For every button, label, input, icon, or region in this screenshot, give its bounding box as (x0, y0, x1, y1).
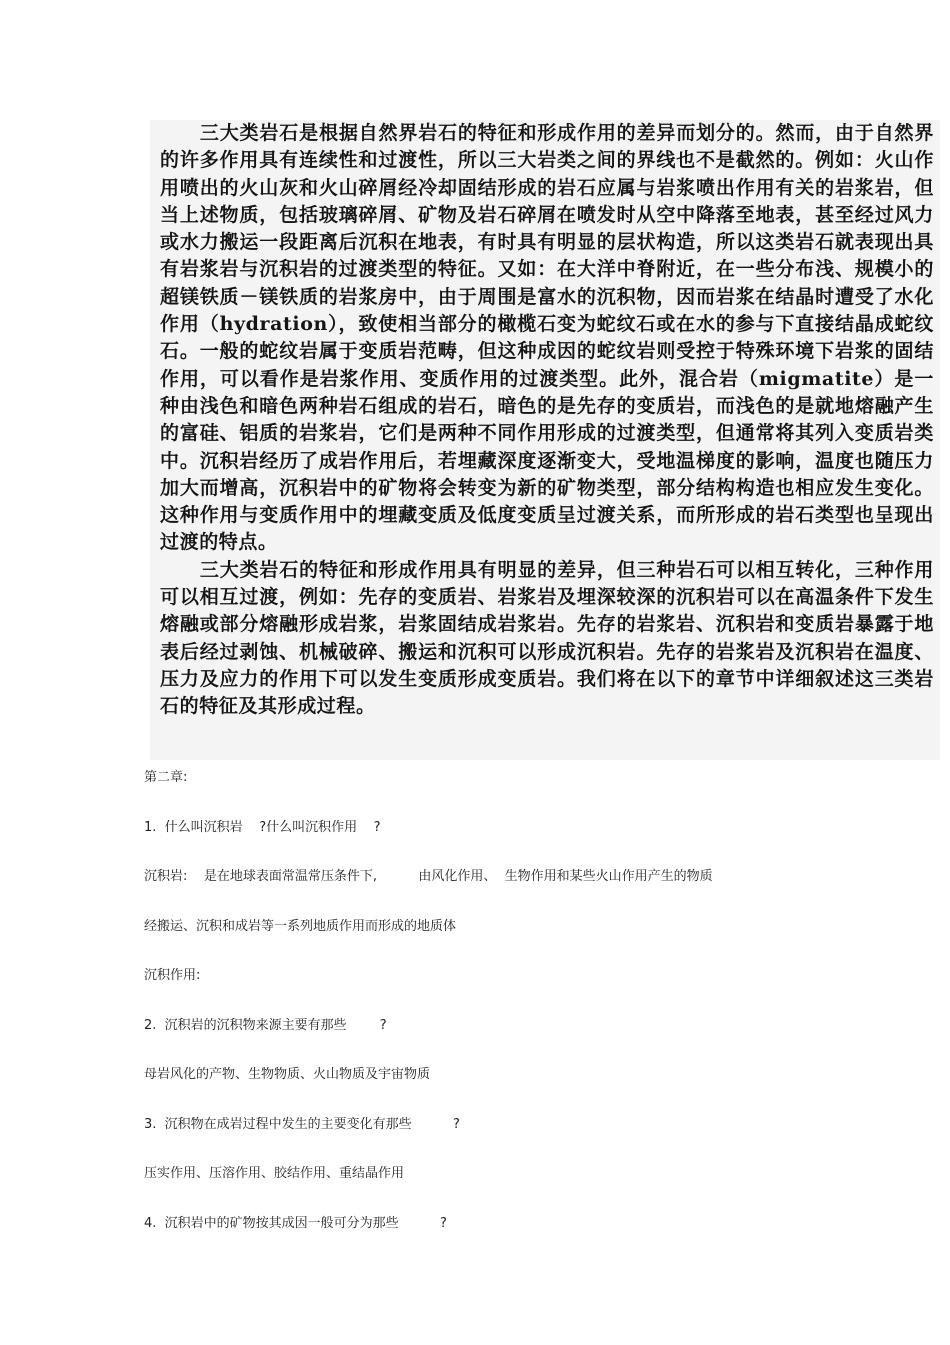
question-4: 4. 沉积岩中的矿物按其成因一般可分为那些 ? (144, 1215, 447, 1231)
scan-paragraph-2: 三大类岩石的特征和形成作用具有明显的差异，但三种岩石可以相互转化，三种作用可以相互过渡，例如：先存的变质岩、岩浆岩及埋深较深的沉积岩可以在高温条件下发生熔融或部分熔融形成岩浆，岩浆固结成岩浆岩。先存的岩浆岩、沉积岩和变质岩暴露于地表后经过剥蚀、机械破碎、搬运和沉积可以形成沉积岩。先存的岩浆岩及沉积岩在温度、压力及应力的作用下可以发生变质形成变质岩。我们将在以下的章节中详细叙述这三类岩石的特征及其形成过程。 (160, 558, 934, 718)
question-1: 1. 什么叫沉积岩 ?什么叫沉积作用 ? (144, 819, 381, 835)
question-2: 2. 沉积岩的沉积物来源主要有那些 ? (144, 1017, 387, 1033)
scan-paragraph-1: 三大类岩石是根据自然界岩石的特征和形成作用的差异而划分的。然而，由于自然界的许多作用具有连续性和过渡性，所以三大岩类之间的界线也不是截然的。例如：火山作用喷出的火山灰和火山碎屑经冷却固结形成的岩石应属与岩浆喷出作用有关的岩浆岩，但当上述物质，包括玻璃碎屑、矿物及岩石碎屑在喷发时从空中降落至地表，甚至经过风力或水力搬运一段距离后沉积在地表，有时具有明显的层状构造，所以这类岩石就表现出具有岩浆岩与沉积岩的过渡类型的特征。又如：在大洋中脊附近，在一些分布浅、规模小的超镁铁质－镁铁质的岩浆房中，由于周围是富水的沉积物，因而岩浆在结晶时遭受了水化作用（hydration），致使相当部分的橄榄石变为蛇纹石或在水的参与下直接结晶成蛇纹石。一般的蛇纹岩属于变质岩范畴，但这种成因的蛇纹岩则受控于特殊环境下岩浆的固结作用，可以看作是岩浆作用、变质作用的过渡类型。此外，混合岩（migmatite）是一种由浅色和暗色两种岩石组成的岩石，暗色的是先存的变质岩，而浅色的是就地熔融产生的富硅、铝质的岩浆岩，它们是两种不同作用形成的过渡类型，但通常将其列入变质岩类中。沉积岩经历了成岩作用后，若埋藏深度逐渐变大，受地温梯度的影响，温度也随压力加大而增高，沉积岩中的矿物将会转变为新的矿物类型，部分结构构造也相应发生变化。这种作用与变质作用中的埋藏变质及低度变质呈过渡关系，而所形成的岩石类型也呈现出过渡的特点。 (160, 122, 934, 554)
answer-2: 母岩风化的产物、生物物质、火山物质及宇宙物质 (144, 1067, 431, 1082)
answer-1-b: 沉积作用: (144, 968, 201, 983)
chapter-heading: 第二章: (144, 770, 188, 785)
question-3: 3. 沉积物在成岩过程中发生的主要变化有那些 ? (144, 1116, 460, 1132)
answer-1-line-1: 沉积岩: 是在地球表面常温常压条件下, 由风化作用、 生物作用和某些火山作用产生的物质 (144, 869, 713, 884)
answer-3: 压实作用、压溶作用、胶结作用、重结晶作用 (144, 1166, 405, 1181)
scanned-text-image (150, 120, 940, 760)
answer-1-line-2: 经搬运、沉积和成岩等一系列地质作用而形成的地质体 (144, 918, 457, 934)
qa-section (144, 765, 924, 1260)
